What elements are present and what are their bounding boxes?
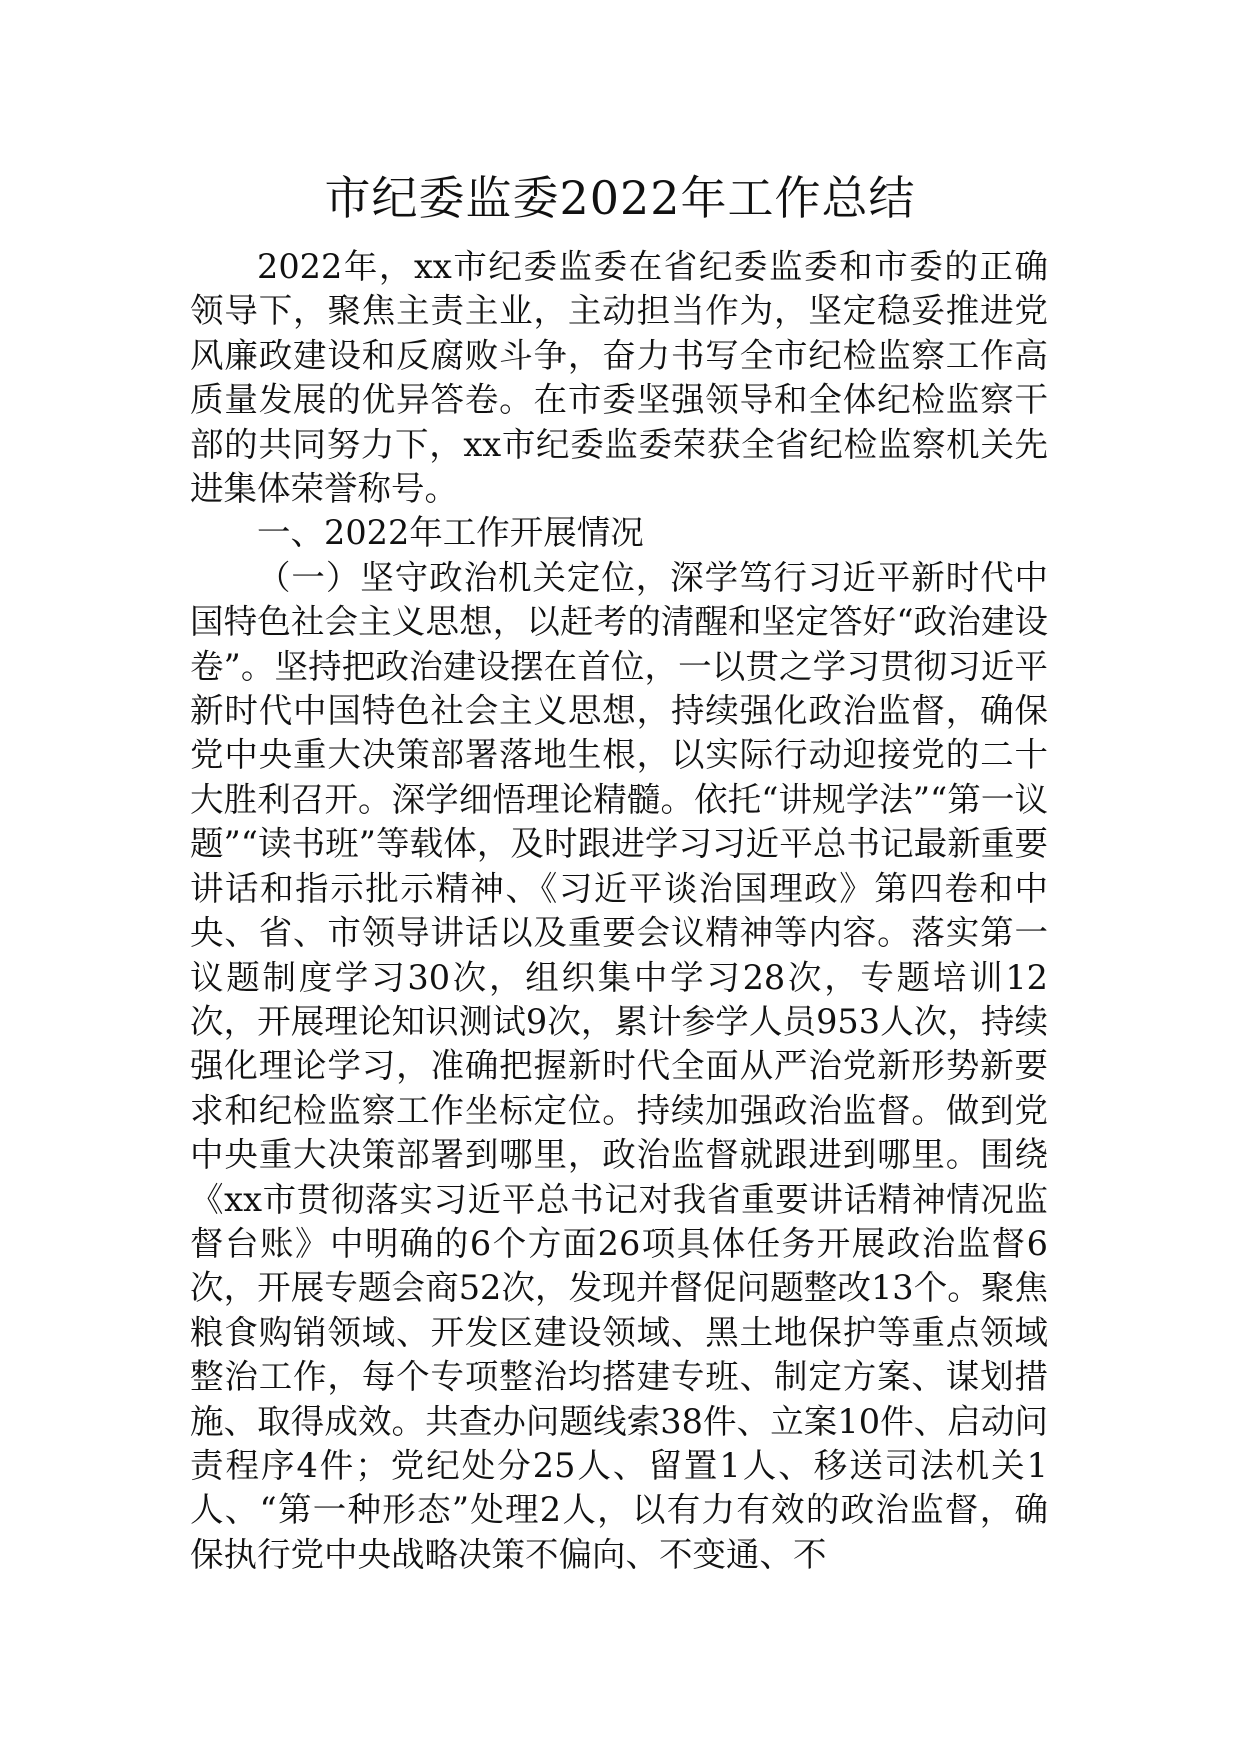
document-title: 市纪委监委2022年工作总结 <box>324 171 916 225</box>
section-heading: 一、2022年工作开展情况 <box>257 513 644 553</box>
section-paragraph: （一）坚守政治机关定位，深学笃行习近平新时代中国特色社会主义思想，以赶考的清醒和坚定答好“政治建设卷”。坚持把政治建设摆在首位，一以贯之学习贯彻习近平新时代中国特色社会主义思想，持续强化政治监督，确保党中央重大决策部署落地生根，以实际行动迎接党的二十大胜利召开。深学细悟理论精髓。依托“讲规学法”“第一议题”“读书班”等载体，及时跟进学习习近平总书记最新重要讲话和指示批示精神、《习近平谈治国理政》第四卷和中央、省、市领导讲话以及重要会议精神等内容。落实第一议题制度学习30次，组织集中学习28次，专题培训12次，开展理论知识测试9次，累计参学人员953人次，持续强化理论学习，准确把握新时代全面从严治党新形势新要求和纪检监察工作坐标定位。持续加强政治监督。做到党中央重大决策部署到哪里，政治监督就跟进到哪里。围绕《xx市贯彻落实习近平总书记对我省重要讲话精神情况监督台账》中明确的6个方面26项具体任务开展政治监督6次，开展专题会商52次，发现并督促问题整改13个。聚焦粮食购销领域、开发区建设领域、黑土地保护等重点领域整治工作，每个专项整治均搭建专班、制定方案、谋划措施、取得成效。共查办问题线索38件、立案10件、启动问责程序4件；党纪处分25人、留置1人、移送司法机关1人、“第一种形态”处理2人，以有力有效的政治监督，确保执行党中央战略决策不偏向、不变通、不 <box>190 557 1048 1574</box>
document-body <box>190 245 1048 1577</box>
intro-paragraph: 2022年，xx市纪委监委在省纪委监委和市委的正确领导下，聚焦主责主业，主动担当作为，坚定稳妥推进党风廉政建设和反腐败斗争，奋力书写全市纪检监察工作高质量发展的优异答卷。在市委坚强领导和全体纪检监察干部的共同努力下，xx市纪委监委荣获全省纪检监察机关先进集体荣誉称号。 <box>190 247 1048 509</box>
